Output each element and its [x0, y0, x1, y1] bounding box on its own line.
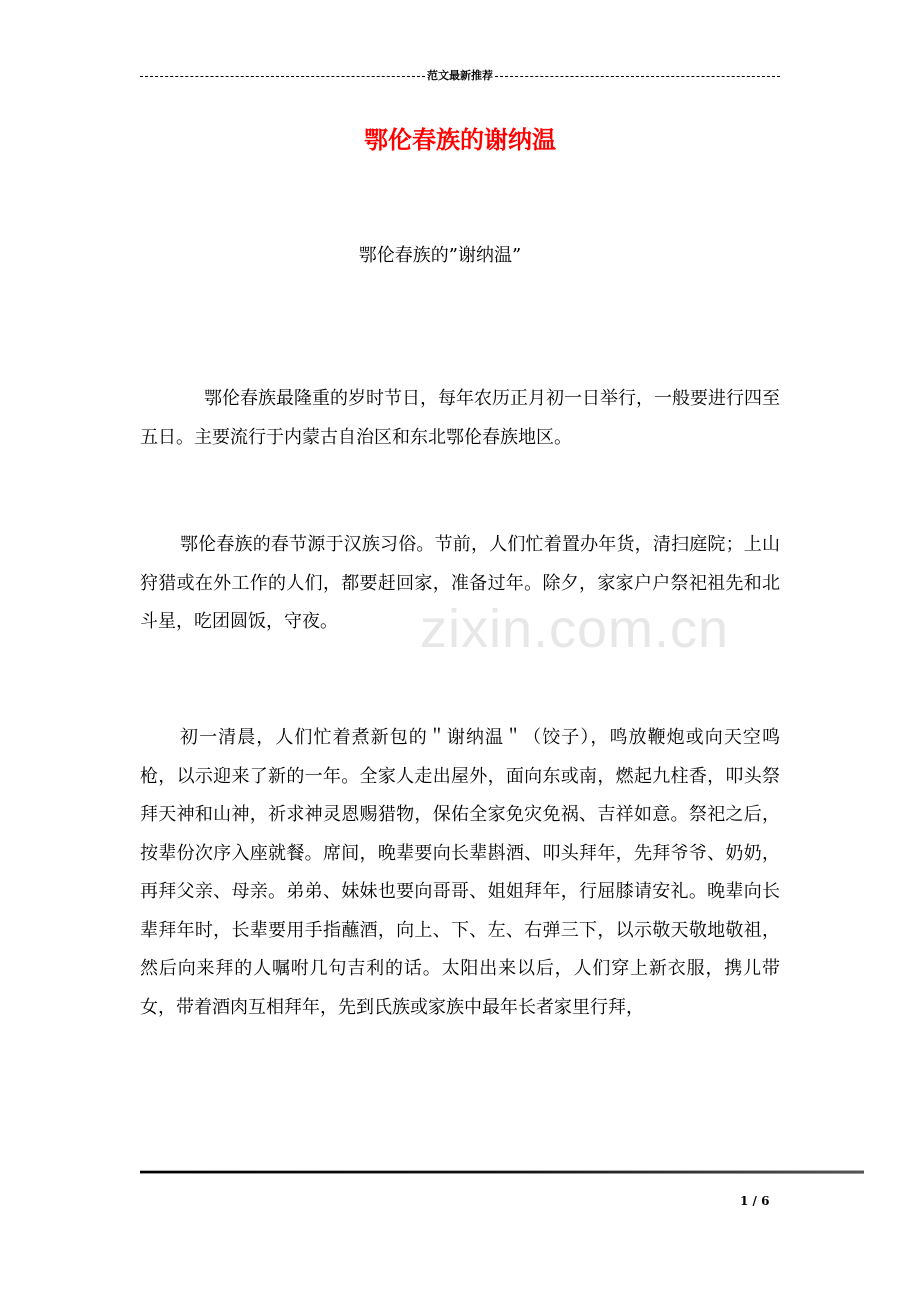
watermark: zixin.com.cn — [420, 599, 730, 659]
header-dashes-left — [140, 76, 425, 77]
paragraph-2: 鄂伦春族的春节源于汉族习俗。节前，人们忙着置办年货，清扫庭院；上山狩猎或在外工作的人们，都要赶回家，准备过年。除夕，家家户户祭祀祖先和北斗星，吃团圆饭，守夜。 — [140, 534, 780, 632]
page-number: 1 / 6 — [740, 1194, 770, 1208]
document-title: 鄂伦春族的谢纳温 — [364, 125, 556, 154]
header-label: 范文最新推荐 — [427, 69, 493, 82]
header-dashes-right — [495, 76, 780, 77]
header-rule — [140, 68, 780, 84]
paragraph-3: 初一清晨，人们忙着煮新包的＂谢纳温＂（饺子），鸣放鞭炮或向天空鸣枪，以示迎来了新的一年。全家人走出屋外，面向东或南，燃起九柱香，叩头祭拜天神和山神，祈求神灵恩赐猎物，保佑全家免灾免祸、吉祥如意。祭祀之后，按辈份次序入座就餐。席间，晚辈要向长辈斟酒、叩头拜年，先拜爷爷、奶奶，再拜父亲、母亲。弟弟、妹妹也要向哥哥、姐姐拜年，行屈膝请安礼。晚辈向长辈拜年时，长辈要用手指蘸酒，向上、下、左、右弹三下，以示敬天敬地敬祖，然后向来拜的人嘱咐几句吉利的话。太阳出来以后，人们穿上新衣服，携儿带女，带着酒肉互相拜年，先到氏族或家族中最年长者家里行拜， — [140, 727, 780, 1018]
document-subtitle: 鄂伦春族的”谢纳温” — [358, 245, 522, 266]
footer-divider — [140, 1170, 864, 1174]
paragraph-1: 鄂伦春族最隆重的岁时节日，每年农历正月初一日举行，一般要进行四至五日。主要流行于内蒙古自治区和东北鄂伦春族地区。 — [140, 388, 780, 448]
